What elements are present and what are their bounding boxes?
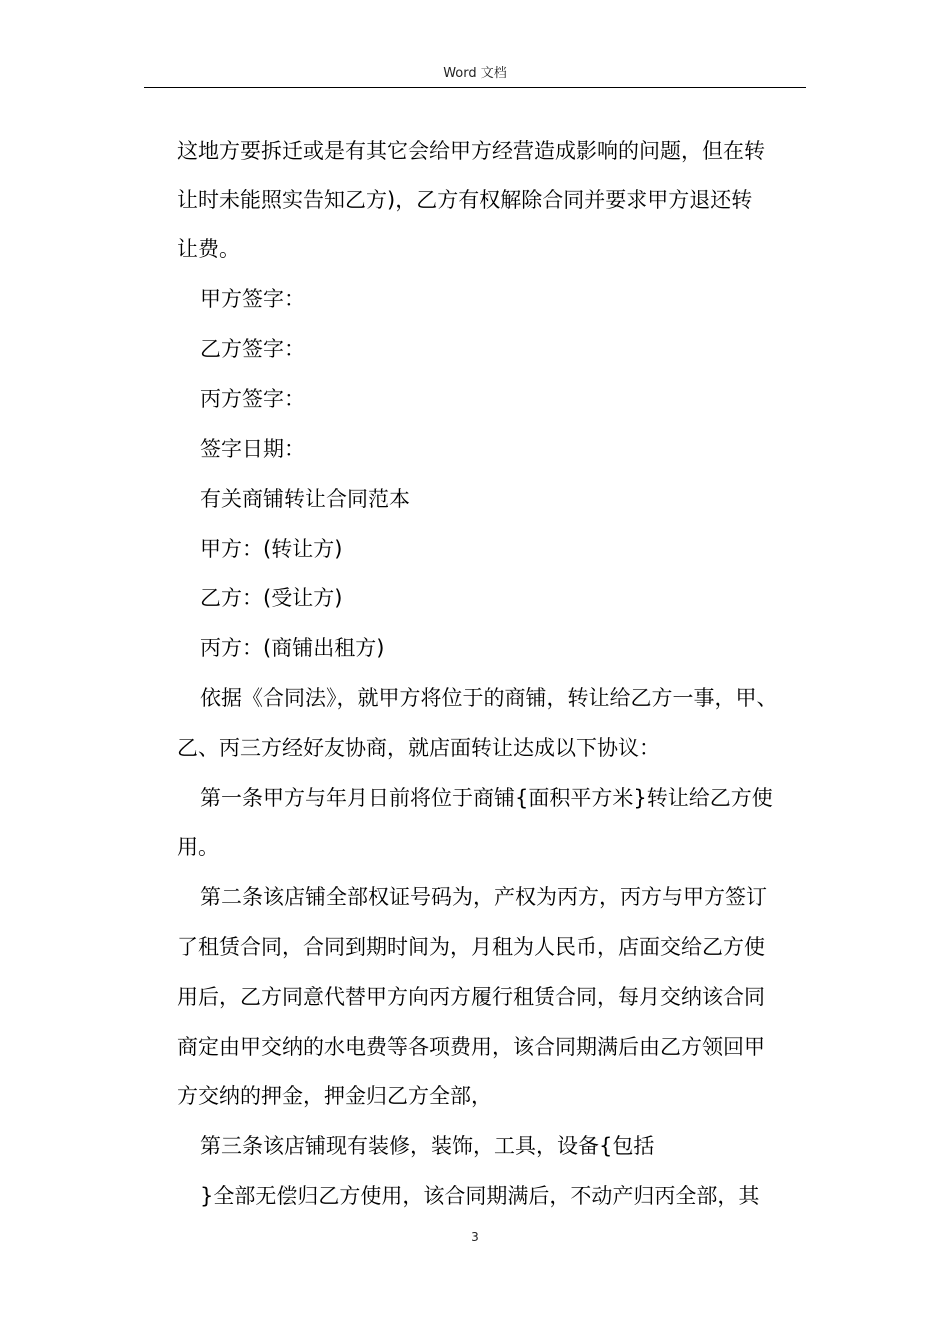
paragraph-line: 这地方要拆迁或是有其它会给甲方经营造成影响的问题，但在转 [177, 139, 765, 163]
party-a-line: 甲方：(转让方) [200, 537, 343, 561]
header-divider [144, 87, 806, 88]
signature-line-party-a: 甲方签字： [200, 287, 305, 311]
paragraph-line: 让时未能照实告知乙方)，乙方有权解除合同并要求甲方退还转 [177, 188, 753, 212]
paragraph-line: 方交纳的押金，押金归乙方全部， [177, 1084, 492, 1108]
paragraph-line: 商定由甲交纳的水电费等各项费用，该合同期满后由乙方领回甲 [177, 1035, 765, 1059]
paragraph-line: 让费。 [177, 237, 240, 261]
paragraph-line: 第一条甲方与年月日前将位于商铺{面积平方米}转让给乙方使 [200, 786, 773, 810]
paragraph-line: 乙、丙三方经好友协商，就店面转让达成以下协议： [177, 736, 660, 760]
paragraph-line: 用后，乙方同意代替甲方向丙方履行租赁合同，每月交纳该合同 [177, 985, 765, 1009]
party-c-line: 丙方：(商铺出租方) [200, 636, 385, 660]
signature-line-party-c: 丙方签字： [200, 387, 305, 411]
paragraph-line: 用。 [177, 835, 219, 859]
paragraph-line: 了租赁合同，合同到期时间为，月租为人民币，店面交给乙方使 [177, 935, 765, 959]
signature-line-party-b: 乙方签字： [200, 337, 305, 361]
page-number: 3 [471, 1230, 479, 1244]
section-title: 有关商铺转让合同范本 [200, 487, 410, 511]
paragraph-line: }全部无偿归乙方使用，该合同期满后，不动产归丙全部，其 [200, 1184, 760, 1208]
paragraph-line: 第二条该店铺全部权证号码为，产权为丙方，丙方与甲方签订 [200, 885, 767, 909]
signature-date-line: 签字日期： [200, 437, 305, 461]
party-b-line: 乙方：(受让方) [200, 586, 343, 610]
page-header: Word 文档 [443, 66, 507, 81]
paragraph-line: 第三条该店铺现有装修，装饰，工具，设备{包括 [200, 1134, 655, 1158]
paragraph-line: 依据《合同法》，就甲方将位于的商铺，转让给乙方一事，甲、 [200, 686, 778, 710]
